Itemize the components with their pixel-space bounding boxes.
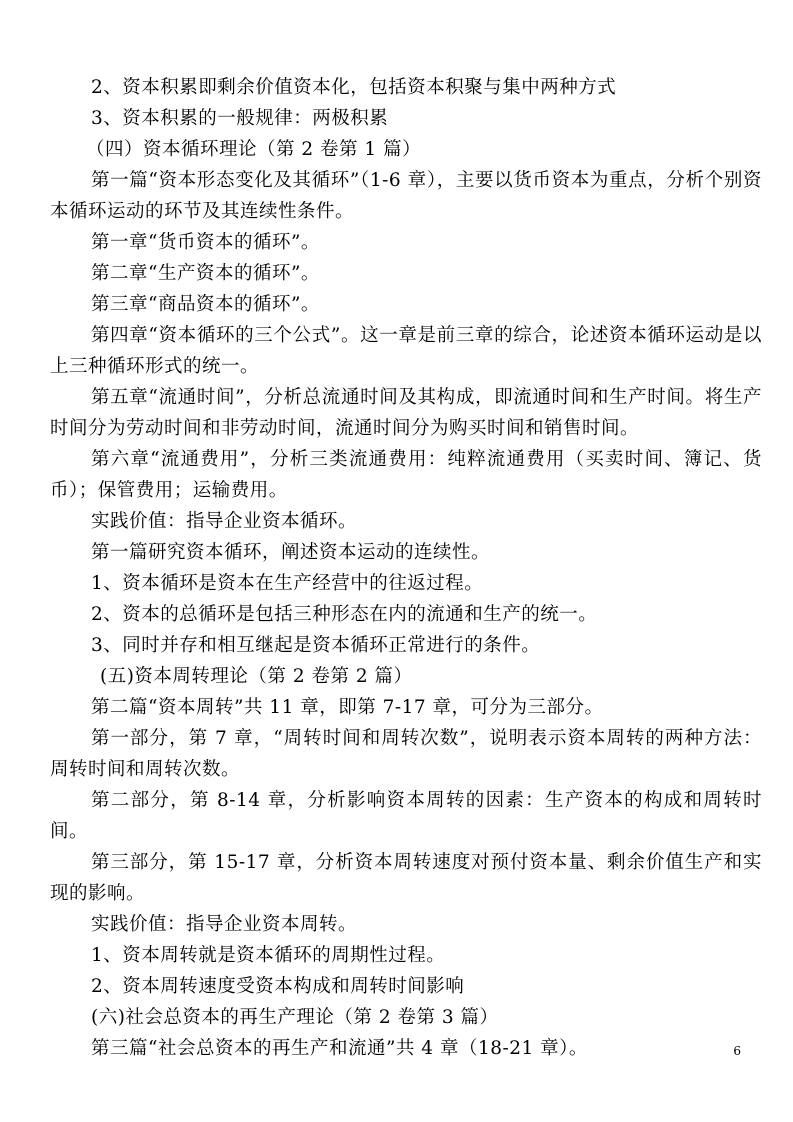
page-number: 6 bbox=[733, 1044, 741, 1058]
paragraph: 第三章“商品资本的循环”。 bbox=[91, 294, 320, 315]
section-heading: (五)资本周转理论（第 2 卷第 2 篇） bbox=[100, 666, 413, 687]
paragraph: 第一章“货币资本的循环”。 bbox=[91, 232, 320, 253]
paragraph: 第二章“生产资本的循环”。 bbox=[91, 263, 320, 284]
paragraph: 2、资本积累即剩余价值资本化，包括资本积聚与集中两种方式 bbox=[91, 77, 617, 98]
paragraph: 第一篇“资本形态变化及其循环”（1-6 章），主要以货币资本为重点，分析个别资本循环运动的环节及其连续性条件。 bbox=[50, 170, 762, 222]
paragraph: 实践价值：指导企业资本周转。 bbox=[91, 914, 358, 935]
paragraph: 1、资本循环是资本在生产经营中的往返过程。 bbox=[91, 573, 484, 594]
paragraph: 第一篇研究资本循环，阐述资本运动的连续性。 bbox=[91, 542, 491, 563]
paragraph: 第二部分，第 8-14 章，分析影响资本周转的因素：生产资本的构成和周转时间。 bbox=[50, 790, 762, 842]
paragraph: 1、资本周转就是资本循环的周期性过程。 bbox=[91, 945, 446, 966]
paragraph: 第一部分，第 7 章，“周转时间和周转次数”，说明表示资本周转的两种方法：周转时间和周转次数。 bbox=[50, 728, 762, 780]
section-heading: （四）资本循环理论（第 2 卷第 1 篇） bbox=[86, 139, 422, 160]
paragraph: 2、资本的总循环是包括三种形态在内的流通和生产的统一。 bbox=[91, 604, 598, 625]
page-body bbox=[50, 72, 762, 1064]
paragraph: 第二篇“资本周转”共 11 章，即第 7-17 章，可分为三部分。 bbox=[91, 697, 604, 718]
paragraph: 第三篇“社会总资本的再生产和流通”共 4 章（18-21 章）。 bbox=[91, 1038, 588, 1059]
section-heading: (六)社会总资本的再生产理论（第 2 卷第 3 篇） bbox=[91, 1007, 499, 1028]
paragraph: 第五章“流通时间”，分析总流通时间及其构成，即流通时间和生产时间。将生产时间分为劳动时间和非劳动时间，流通时间分为购买时间和销售时间。 bbox=[50, 387, 762, 439]
paragraph: 3、同时并存和相互继起是资本循环正常进行的条件。 bbox=[91, 635, 541, 656]
paragraph: 第四章“资本循环的三个公式”。这一章是前三章的综合，论述资本循环运动是以上三种循环形式的统一。 bbox=[50, 325, 762, 377]
paragraph: 2、资本周转速度受资本构成和周转时间影响 bbox=[91, 976, 465, 997]
paragraph: 第三部分，第 15-17 章，分析资本周转速度对预付资本量、剩余价值生产和实现的影响。 bbox=[50, 852, 762, 904]
paragraph: 3、资本积累的一般规律：两极积累 bbox=[91, 108, 389, 129]
paragraph: 实践价值：指导企业资本循环。 bbox=[91, 511, 358, 532]
paragraph: 第六章“流通费用”，分析三类流通费用：纯粹流通费用（买卖时间、簿记、货币）；保管费用；运输费用。 bbox=[50, 449, 762, 501]
